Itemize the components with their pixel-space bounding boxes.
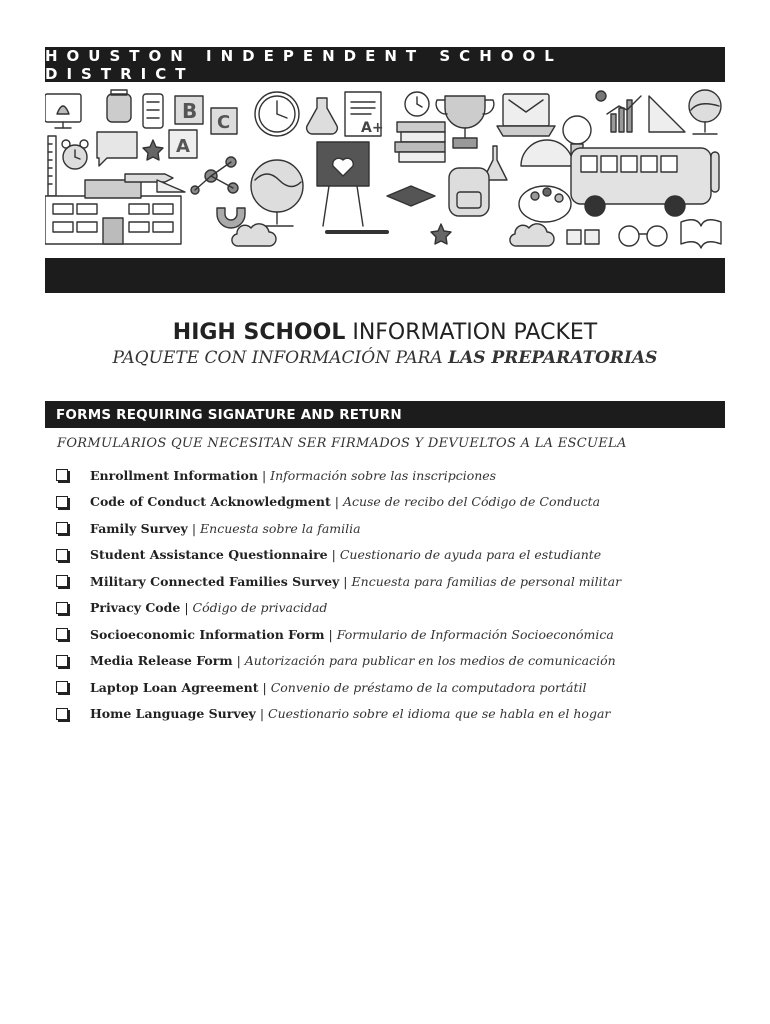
palette-icon (519, 186, 571, 222)
list-item (56, 489, 716, 516)
page-subtitle-regular: PAQUETE CON INFORMACIÓN PARA (112, 348, 449, 368)
graded-paper-icon (345, 92, 384, 136)
checkbox[interactable] (56, 655, 68, 667)
form-name-en: Student Assistance Questionnaire (90, 547, 328, 563)
push-pin-icon (596, 91, 606, 101)
clock-icon (255, 92, 299, 136)
list-item (56, 542, 716, 569)
list-item (56, 674, 716, 701)
separator: | (184, 600, 189, 616)
form-name-es: Información sobre las inscripciones (270, 467, 497, 483)
form-name-es: Cuestionario sobre el idioma que se habla en el hogar (268, 706, 611, 722)
school-bus-icon (571, 148, 711, 216)
separator: | (328, 626, 333, 642)
form-name-en: Media Release Form (90, 653, 233, 669)
svg-text:A: A (176, 136, 190, 157)
backpack-icon (449, 168, 489, 216)
alarm-clock-icon-2 (405, 92, 429, 116)
open-book-icon (681, 220, 721, 248)
page-subtitle-bold: LAS PREPARATORIAS (448, 348, 658, 368)
section-heading: FORMS REQUIRING SIGNATURE AND RETURN (56, 406, 402, 423)
form-name-en: Enrollment Information (90, 467, 258, 483)
checkbox[interactable] (56, 708, 68, 720)
triangle-ruler-icon (649, 96, 685, 132)
blocks-icon (169, 96, 237, 158)
potion-bottle-icon (307, 98, 338, 134)
district-header-bar (45, 47, 725, 82)
form-name-es: Formulario de Información Socioeconómica (336, 626, 614, 642)
easel-icon (317, 142, 369, 226)
header-bottom-band (45, 258, 725, 293)
separator: | (191, 520, 197, 536)
desk-globe-icon (251, 160, 303, 226)
separator: | (261, 467, 267, 483)
list-item (56, 568, 716, 595)
test-tube-icon (711, 152, 719, 192)
form-name-en: Home Language Survey (90, 706, 256, 722)
checkbox[interactable] (56, 681, 68, 693)
form-name-en: Laptop Loan Agreement (90, 679, 259, 695)
books-icon (395, 122, 445, 162)
cloud-icon-2 (510, 224, 554, 246)
triangle-icon (157, 180, 185, 192)
page-title (0, 320, 770, 345)
separator: | (259, 706, 265, 722)
cloud-icon (232, 224, 276, 246)
checkbox[interactable] (56, 628, 68, 640)
star-icon-2 (431, 224, 451, 244)
form-name-en: Family Survey (90, 520, 188, 536)
page-title-rest: INFORMATION PACKET (345, 320, 598, 345)
pencil-icon (125, 174, 173, 182)
separator: | (331, 547, 336, 563)
magnet-icon (217, 208, 245, 228)
form-name-en: Privacy Code (90, 600, 181, 616)
list-item (56, 595, 716, 622)
form-name-es: Encuesta para familias de personal militar (351, 573, 622, 589)
glasses-icon (619, 226, 667, 246)
separator: | (334, 494, 339, 510)
page-title-bold: HIGH SCHOOL (172, 320, 346, 345)
protractor-icon (521, 140, 573, 166)
computer-monitor-icon (45, 94, 81, 128)
forms-checklist (56, 462, 716, 727)
laptop-icon (497, 94, 555, 136)
form-name-es: Convenio de préstamo de la computadora portátil (270, 679, 587, 695)
checkbox[interactable] (56, 496, 68, 508)
flask-icon (107, 90, 131, 122)
form-name-es: Encuesta sobre la familia (200, 520, 361, 536)
separator: | (262, 679, 267, 695)
list-item (56, 701, 716, 728)
star-icon (143, 140, 163, 160)
district-name: HOUSTON INDEPENDENT SCHOOL DISTRICT (45, 46, 563, 83)
svg-text:A+: A+ (361, 120, 384, 136)
sneakers-icon (567, 230, 599, 244)
list-item (56, 621, 716, 648)
page-subtitle (0, 348, 770, 368)
graduation-cap-icon (387, 186, 435, 206)
school-doodle-illustration (45, 84, 725, 256)
ruler-icon (48, 136, 56, 196)
checkbox[interactable] (56, 522, 68, 534)
section-subheading: FORMULARIOS QUE NECESITAN SER FIRMADOS Y DEVUELTOS A LA ESCUELA (57, 436, 627, 451)
list-item (56, 462, 716, 489)
section-heading-bar (45, 401, 725, 428)
list-item (56, 648, 716, 675)
molecule-icon (191, 157, 238, 194)
separator: | (236, 653, 241, 669)
checkbox[interactable] (56, 549, 68, 561)
checkbox[interactable] (56, 575, 68, 587)
form-name-en: Military Connected Families Survey (90, 573, 340, 589)
form-name-en: Socioeconomic Information Form (90, 626, 325, 642)
checkbox[interactable] (56, 602, 68, 614)
form-name-es: Cuestionario de ayuda para el estudiante (339, 547, 602, 563)
form-name-en: Code of Conduct Acknowledgment (90, 494, 331, 510)
speech-bubble-icon (97, 132, 137, 166)
alarm-clock-icon (62, 140, 88, 169)
form-name-es: Autorización para publicar en los medios de comunicación (244, 653, 616, 669)
form-name-es: Código de privacidad (192, 600, 328, 616)
bar-chart-icon (607, 96, 641, 132)
separator: | (343, 573, 348, 589)
globe-icon (689, 90, 721, 134)
form-name-es: Acuse de recibo del Código de Conducta (342, 494, 601, 510)
checkbox[interactable] (56, 469, 68, 481)
list-item (56, 515, 716, 542)
calculator-icon (143, 94, 163, 128)
svg-text:B: B (182, 99, 198, 123)
svg-text:C: C (217, 112, 231, 133)
